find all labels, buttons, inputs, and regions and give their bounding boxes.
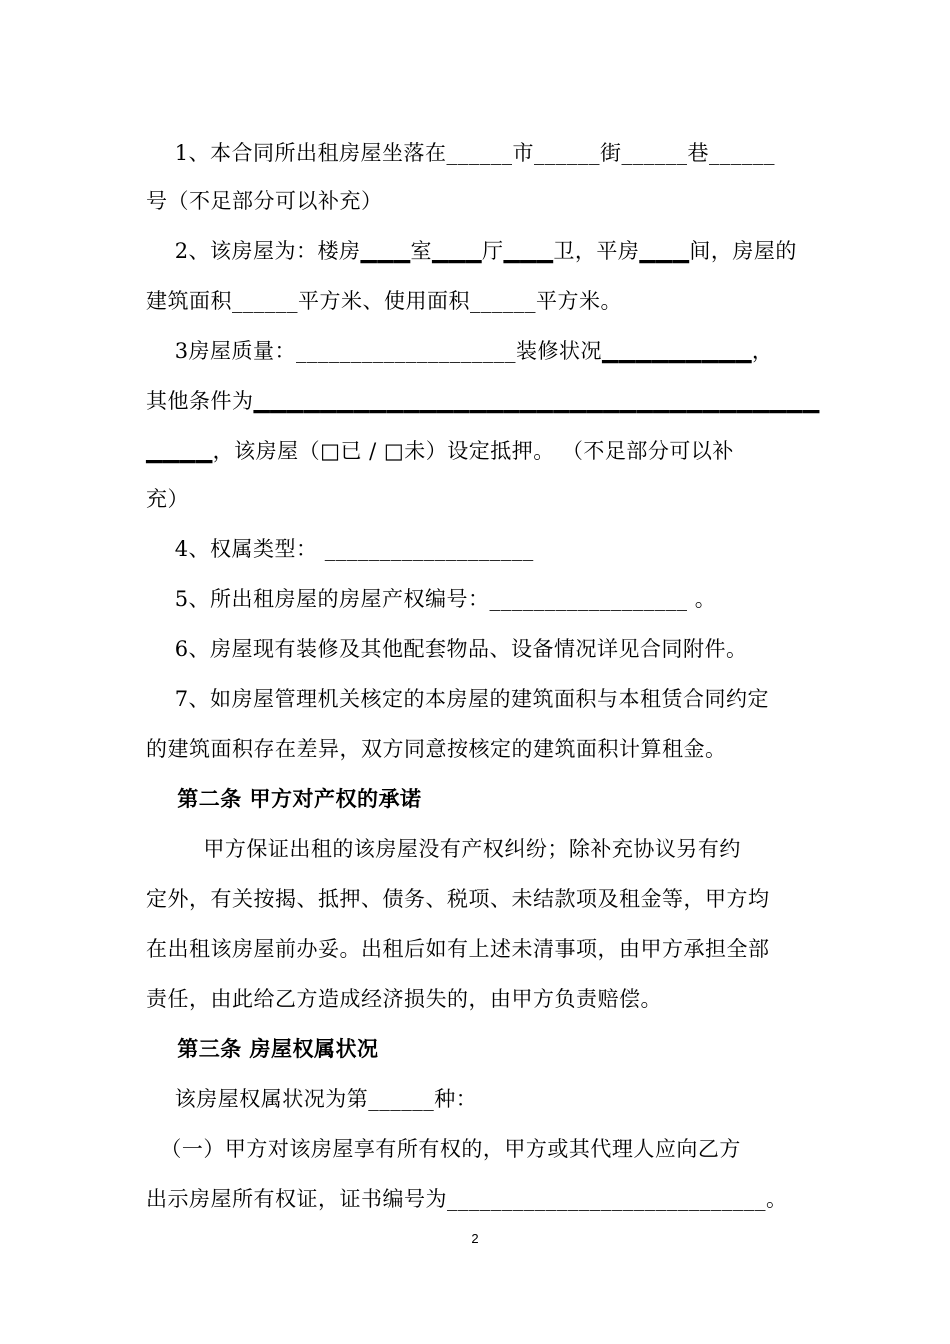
article-2-line-3: 在出租该房屋前办妥。出租后如有上述未清事项，由甲方承担全部: [146, 937, 770, 961]
clause-3-line-2: 其他条件为▁▁▁▁▁▁▁▁▁▁▁▁▁▁▁▁▁▁▁▁▁▁▁▁▁▁▁▁▁▁▁▁▁▁: [146, 389, 820, 413]
article-3-heading: 第三条 房屋权属状况: [146, 1036, 379, 1061]
article-2-line-4: 责任，由此给乙方造成经济损失的，由甲方负责赔偿。: [146, 987, 662, 1011]
article-2-line-1: 甲方保证出租的该房屋没有产权纠纷；除补充协议另有约: [146, 837, 741, 861]
article-3-item-1-line-2: 出示房屋所有权证，证书编号为_____________________________。: [146, 1187, 788, 1211]
clause-1-line-1: 1、本合同所出租房屋坐落在______市______街______巷______: [146, 141, 776, 165]
clause-6-line: 6、房屋现有装修及其他配套物品、设备情况详见合同附件。: [146, 637, 748, 661]
clause-7-line-2: 的建筑面积存在差异，双方同意按核定的建筑面积计算租金。: [146, 737, 727, 761]
clause-3-line-1: 3房屋质量：____________________装修状况▁▁▁▁▁▁▁▁▁，: [146, 339, 774, 363]
clause-4-line: 4、权属类型： ___________________: [146, 537, 534, 561]
clause-3-line-4: 充）: [146, 487, 189, 511]
clause-2-line-2: 建筑面积______平方米、使用面积______平方米。: [146, 289, 622, 313]
article-3-item-1-line-1: （一）甲方对该房屋享有所有权的，甲方或其代理人应向乙方: [146, 1137, 741, 1161]
article-2-heading: 第二条 甲方对产权的承诺: [146, 786, 422, 811]
clause-7-line-1: 7、如房屋管理机关核定的本房屋的建筑面积与本租赁合同约定: [146, 687, 770, 711]
article-3-line-1: 该房屋权属状况为第______种：: [146, 1087, 478, 1111]
clause-5-line: 5、所出租房屋的房屋产权编号：__________________ 。: [146, 587, 717, 611]
page-number: 2: [471, 1231, 479, 1246]
clause-3-line-3: ▁▁▁▁，该房屋（□已 / □未）设定抵押。 （不足部分可以补: [146, 439, 734, 463]
clause-2-line-1: 2、该房屋为：楼房▁▁▁室▁▁▁厅▁▁▁卫，平房▁▁▁间，房屋的: [146, 239, 797, 263]
article-2-line-2: 定外，有关按揭、抵押、债务、税项、未结款项及租金等，甲方均: [146, 887, 770, 911]
clause-1-line-2: 号（不足部分可以补充）: [146, 189, 383, 213]
